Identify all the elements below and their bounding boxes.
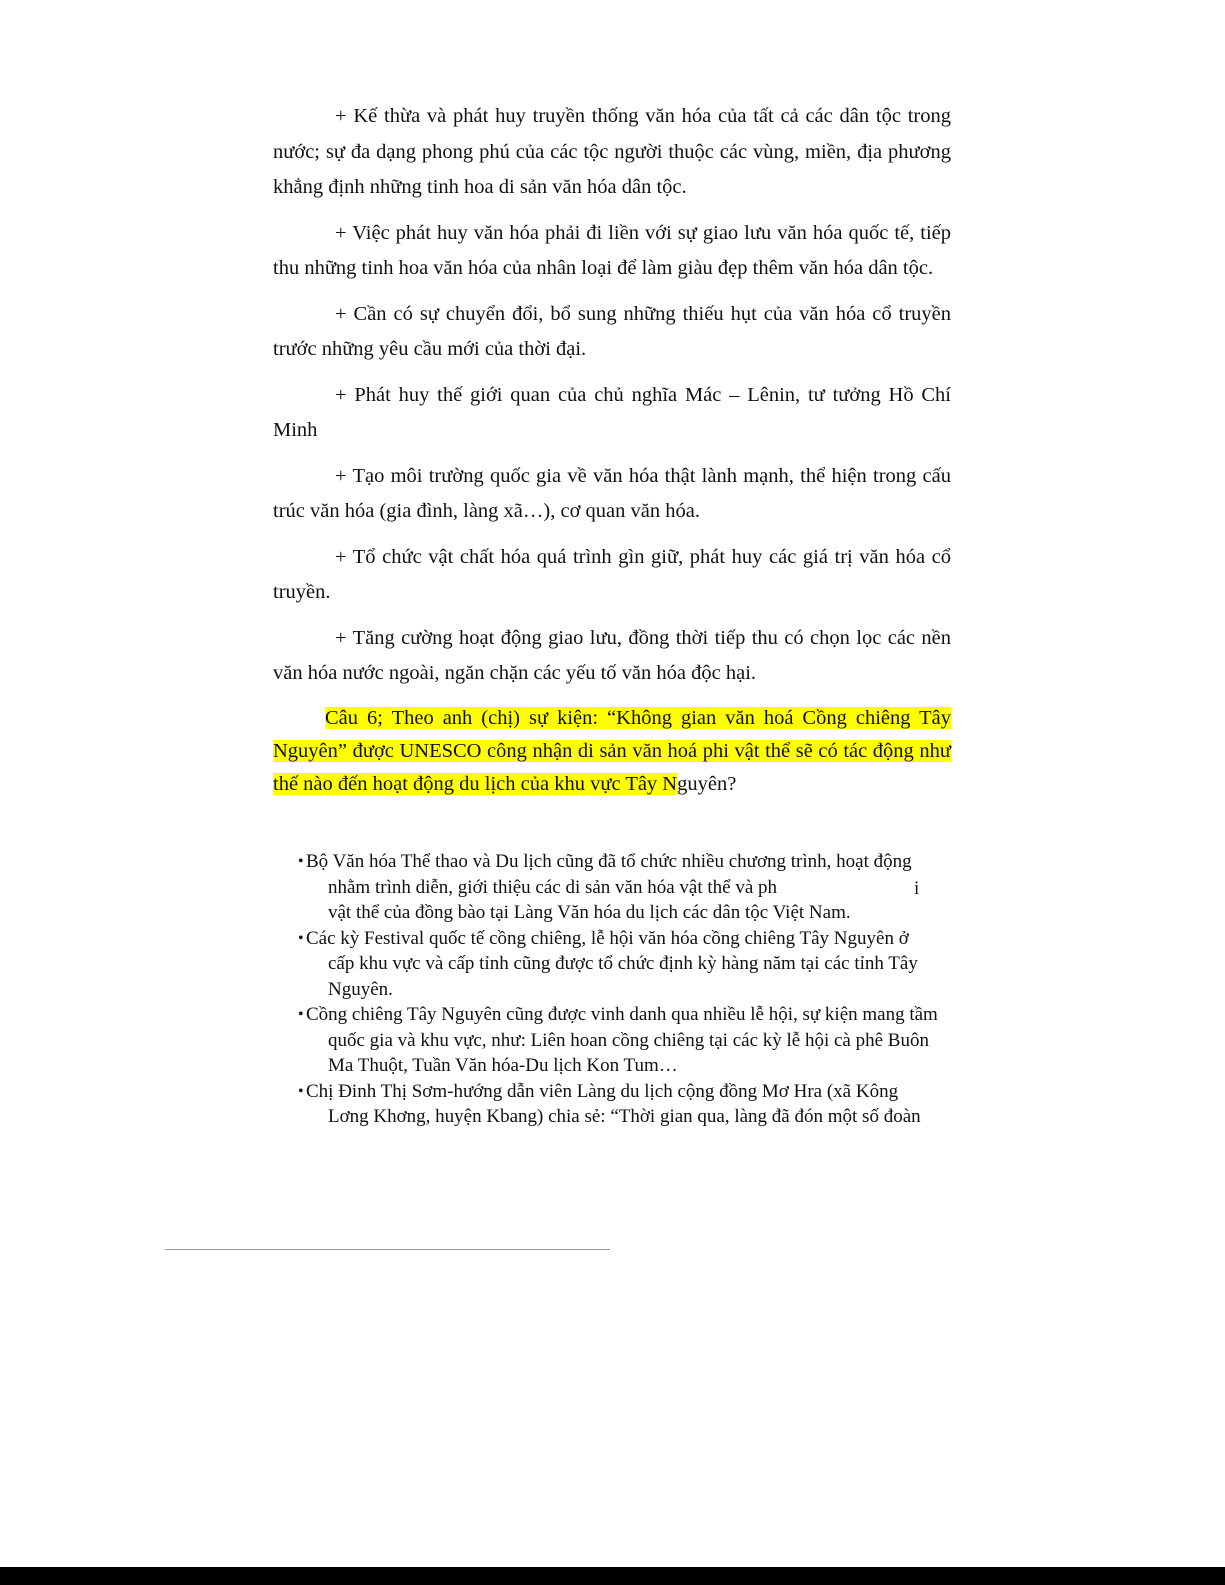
- question-rest-text: guyên?: [677, 772, 737, 795]
- paragraph-supplement-shortfalls: + Cần có sự chuyển đổi, bổ sung những thiếu hụt của văn hóa cổ truyền trước những yêu cầu mới của thời đại.: [273, 302, 951, 360]
- paragraph-strengthen-exchange: + Tăng cường hoạt động giao lưu, đồng thời tiếp thu có chọn lọc các nền văn hóa nước ngoài, ngăn chặn các yếu tố văn hóa độc hại.: [273, 626, 951, 684]
- bullet-text-honored: Cồng chiêng Tây Nguyên cũng được vinh danh qua nhiều lễ hội, sự kiện mang tầm quốc gia và khu vực, như: Liên hoan cồng chiêng tại các kỳ lễ hội cà phê Buôn Ma Thuột, Tuần Văn hóa-Du lịch Kon Tum…: [306, 1004, 938, 1076]
- bullet-text-guide-quote: Chị Đinh Thị Sơm-hướng dẫn viên Làng du lịch cộng đồng Mơ Hra (xã Kông Lơng Khơng, huyện Kbang) chia sẻ: “Thời gian qua, làng đã đón một số đoàn: [306, 1080, 921, 1127]
- bottom-edge-bar: [0, 1567, 1225, 1585]
- question-6: [273, 702, 951, 801]
- paragraph-inherit-traditions: + Kế thừa và phát huy truyền thống văn hóa của tất cả các dân tộc trong nước; sự đa dạng phong phú của các tộc người thuộc các vùng, miền, địa phương khẳng định những tinh hoa di sản văn hóa dân tộc.: [273, 105, 951, 198]
- paragraph-worldview: + Phát huy thế giới quan của chủ nghĩa Mác – Lênin, tư tưởng Hồ Chí Minh: [273, 383, 951, 441]
- question-highlighted-text: Câu 6; Theo anh (chị) sự kiện: “Không gian văn hoá Cồng chiêng Tây Nguyên” được UNESCO công nhận di sản văn hoá phi vật thể sẽ có tác động như thế nào đến hoạt động du lịch của khu vực Tây N: [273, 706, 951, 795]
- list-item: [298, 1079, 938, 1130]
- bullet-text-festival: Các kỳ Festival quốc tế cồng chiêng, lễ hội văn hóa cồng chiêng Tây Nguyên ở cấp khu vực và cấp tỉnh cũng được tổ chức định kỳ hàng năm tại các tỉnh Tây Nguyên.: [306, 927, 918, 1000]
- paragraph-cultural-environment: + Tạo môi trường quốc gia về văn hóa thật lành mạnh, thể hiện trong cấu trúc văn hóa (gia đình, làng xã…), cơ quan văn hóa.: [273, 464, 951, 522]
- bullet-text-ministry: Bộ Văn hóa Thể thao và Du lịch cũng đã tổ chức nhiều chương trình, hoạt động nhằm trình diễn, giới thiệu các di sản văn hóa vật thể và ph: [306, 851, 912, 898]
- bullet-icon: •: [298, 1006, 304, 1023]
- footnote-separator: [165, 1249, 610, 1250]
- document-body: [273, 99, 951, 811]
- bullet-icon: •: [298, 853, 304, 870]
- bullet-icon: •: [298, 929, 304, 947]
- bullet-icon: •: [298, 1082, 304, 1100]
- paragraph-materialize-preservation: + Tổ chức vật chất hóa quá trình gìn giữ, phát huy các giá trị văn hóa cổ truyền.: [273, 545, 951, 603]
- paragraph-international-exchange: + Việc phát huy văn hóa phải đi liền với sự giao lưu văn hóa quốc tế, tiếp thu những tinh hoa văn hóa của nhân loại để làm giàu đẹp thêm văn hóa dân tộc.: [273, 221, 951, 279]
- list-item: [298, 1002, 938, 1079]
- list-item: [298, 926, 938, 1003]
- bullet-text-fragment: i: [914, 878, 920, 899]
- bullet-text-ministry-continuation: vật thể của đồng bào tại Làng Văn hóa du lịch các dân tộc Việt Nam.: [328, 902, 851, 923]
- white-occlusion-block: [786, 878, 909, 900]
